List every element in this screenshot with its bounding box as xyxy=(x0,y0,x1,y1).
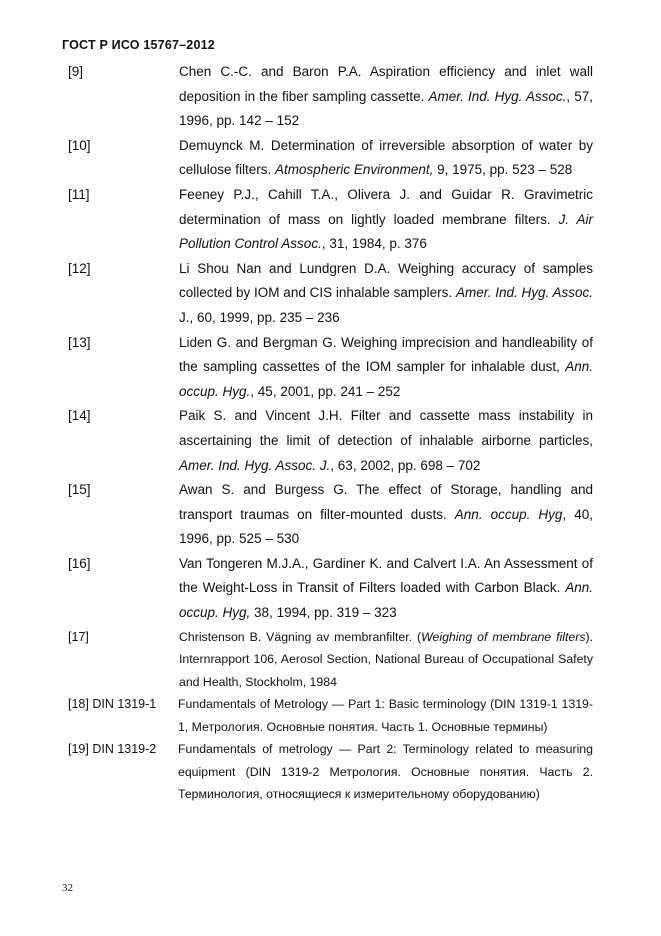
reference-number: [18] DIN 1319-1 xyxy=(68,697,157,712)
reference-number: [9] xyxy=(68,64,84,79)
reference-number: [10] xyxy=(68,137,91,153)
reference-entry xyxy=(68,257,593,331)
reference-text: Christenson B. Vägning av membranfilter. (Weighing of membrane filters). Internrapport 106, Aerosol Section, National Bureau of Occupational Safety and Health, Stockholm, 1984 xyxy=(179,629,593,689)
reference-number: [12] xyxy=(68,260,91,276)
reference-number: [11] xyxy=(68,186,90,202)
reference-number: [16] xyxy=(68,555,91,571)
reference-number: [15] xyxy=(68,482,91,498)
reference-entry xyxy=(68,626,593,694)
reference-text: Liden G. and Bergman G. Weighing imprecision and handleability of the sampling cassettes of the IOM sampler for inhalable dust, Ann. occup. Hyg., 45, 2001, pp. 241 – 252 xyxy=(179,334,593,399)
reference-text: Demuynck M. Determination of irreversible absorption of water by cellulose filters. Atmospheric Environment, 9, 1975, pp. 523 – 528 xyxy=(179,137,593,178)
reference-entry xyxy=(68,331,593,405)
reference-entry xyxy=(68,134,593,183)
reference-text: Fundamentals of metrology — Part 2: Terminology related to measuring equipment (DIN 1319-2 Метрология. Основные понятия. Часть 2. Терминология, относящиеся к измерительному оборудованию) xyxy=(178,742,593,802)
reference-entry xyxy=(68,552,593,626)
reference-text: Fundamentals of Metrology — Part 1: Basic terminology (DIN 1319-1 1319-1, Метрология. Основные понятия. Часть 1. Основные термины) xyxy=(178,697,593,734)
reference-entry xyxy=(68,738,593,806)
standard-header: ГОСТ Р ИСО 15767–2012 xyxy=(62,38,215,52)
reference-text: Awan S. and Burgess G. The effect of Storage, handling and transport traumas on filter-mounted dusts. Ann. occup. Hyg, 40, 1996, pp. 525 – 530 xyxy=(179,482,593,547)
reference-text: Li Shou Nan and Lundgren D.A. Weighing accuracy of samples collected by IOM and CIS inhalable samplers. Amer. Ind. Hyg. Assoc. J., 60, 1999, pp. 235 – 236 xyxy=(179,260,593,325)
reference-number: [14] xyxy=(68,408,91,424)
reference-entry xyxy=(68,404,593,478)
page-number: 32 xyxy=(62,882,73,894)
reference-entry xyxy=(68,60,593,134)
reference-entry xyxy=(68,693,593,738)
reference-entry xyxy=(68,478,593,552)
reference-number: [19] DIN 1319-2 xyxy=(68,742,157,757)
reference-text: Feeney P.J., Cahill T.A., Olivera J. and Guidar R. Gravimetric determination of mass on lightly loaded membrane filters. J. Air Pollution Control Assoc., 31, 1984, p. 376 xyxy=(179,186,593,252)
reference-number: [13] xyxy=(68,334,91,350)
reference-number: [17] xyxy=(68,629,89,644)
reference-list xyxy=(68,60,593,806)
reference-text: Chen C.-C. and Baron P.A. Aspiration efficiency and inlet wall deposition in the fiber sampling cassette. Amer. Ind. Hyg. Assoc., 57, 1996, pp. 142 – 152 xyxy=(179,64,593,129)
reference-text: Van Tongeren M.J.A., Gardiner K. and Calvert I.A. An Assessment of the Weight-Loss in Transit of Filters loaded with Carbon Black. Ann. occup. Hyg, 38, 1994, pp. 319 – 323 xyxy=(179,555,593,621)
reference-entry xyxy=(68,183,593,257)
reference-text: Paik S. and Vincent J.H. Filter and cassette mass instability in ascertaining the limit of detection of inhalable airborne particles, Amer. Ind. Hyg. Assoc. J., 63, 2002, pp. 698 – 702 xyxy=(179,408,593,473)
